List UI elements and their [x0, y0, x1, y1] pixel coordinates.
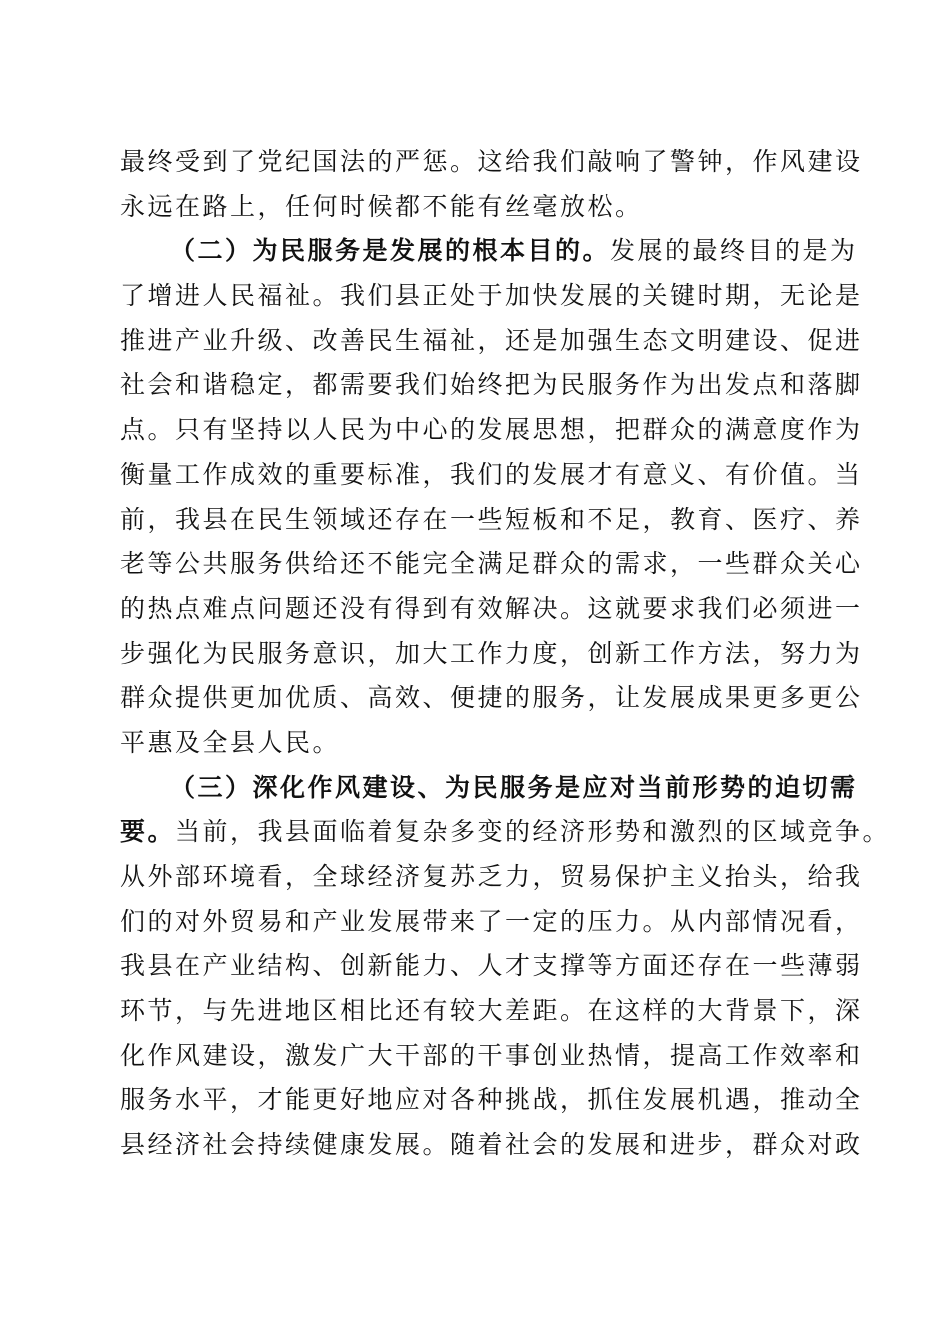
- body-text: 环节，与先进地区相比还有较大差距。在这样的大背景下，深: [120, 996, 863, 1026]
- body-text: 点。只有坚持以人民为中心的发展思想，把群众的满意度作为: [120, 415, 863, 445]
- body-text: 化作风建设，激发广大干部的干事创业热情，提高工作效率和: [120, 1040, 863, 1070]
- body-text: 前，我县在民生领域还存在一些短板和不足，教育、医疗、养: [120, 504, 863, 534]
- body-text: 县经济社会持续健康发展。随着社会的发展和进步，群众对政: [120, 1130, 863, 1160]
- body-text: 群众提供更加优质、高效、便捷的服务，让发展成果更多更公: [120, 683, 863, 713]
- body-text: 我县在产业结构、创新能力、人才支撑等方面还存在一些薄弱: [120, 951, 863, 981]
- section-heading-text: 要。: [120, 817, 176, 847]
- body-text: 们的对外贸易和产业发展带来了一定的压力。从内部情况看，: [120, 906, 863, 936]
- text-line: [120, 587, 863, 632]
- text-line: [120, 766, 858, 811]
- body-text: 步强化为民服务意识，加大工作力度，创新工作方法，努力为: [120, 638, 863, 668]
- body-text: 永远在路上，任何时候都不能有丝毫放松。: [120, 191, 643, 221]
- body-text: 从外部环境看，全球经济复苏乏力，贸易保护主义抬头，给我: [120, 862, 863, 891]
- text-line: [120, 1123, 863, 1168]
- text-line: [120, 855, 863, 900]
- section-heading-text: （二）为民服务是发展的根本目的。: [170, 236, 611, 266]
- text-line: [120, 900, 863, 945]
- section-heading-text: （三）深化作风建设、为民服务是应对当前形势的迫切需: [170, 772, 858, 802]
- text-line: [120, 1034, 863, 1079]
- text-line: [120, 319, 863, 364]
- text-line: [120, 229, 858, 274]
- body-text: 发展的最终目的是为: [610, 236, 858, 266]
- body-text: 的热点难点问题还没有得到有效解决。这就要求我们必须进一: [120, 593, 863, 623]
- text-line: [120, 676, 863, 721]
- text-line: [120, 810, 891, 855]
- text-line: [120, 185, 832, 230]
- body-text: 衡量工作成效的重要标准，我们的发展才有意义、有价值。当: [120, 459, 863, 489]
- text-line: [120, 408, 863, 453]
- text-line: [120, 498, 863, 543]
- body-text: 了增进人民福祉。我们县正处于加快发展的关键时期，无论是: [120, 281, 863, 311]
- text-line: [120, 140, 863, 185]
- text-line: [120, 721, 832, 766]
- body-text: 平惠及全县人民。: [120, 727, 341, 757]
- text-line: [120, 1078, 863, 1123]
- body-text: 社会和谐稳定，都需要我们始终把为民服务作为出发点和落脚: [120, 370, 863, 400]
- body-text: 最终受到了党纪国法的严惩。这给我们敲响了警钟，作风建设: [120, 147, 863, 176]
- document-body: [120, 140, 891, 1168]
- text-line: [120, 363, 863, 408]
- body-text: 推进产业升级、改善民生福祉，还是加强生态文明建设、促进: [120, 325, 863, 355]
- text-line: [120, 632, 863, 677]
- text-line: [120, 453, 863, 498]
- body-text: 当前，我县面临着复杂多变的经济形势和激烈的区域竞争。: [175, 817, 891, 847]
- text-line: [120, 274, 863, 319]
- text-line: [120, 989, 863, 1034]
- body-text: 老等公共服务供给还不能完全满足群众的需求，一些群众关心: [120, 549, 863, 579]
- text-line: [120, 944, 863, 989]
- text-line: [120, 542, 863, 587]
- body-text: 服务水平，才能更好地应对各种挑战，抓住发展机遇，推动全: [120, 1085, 863, 1115]
